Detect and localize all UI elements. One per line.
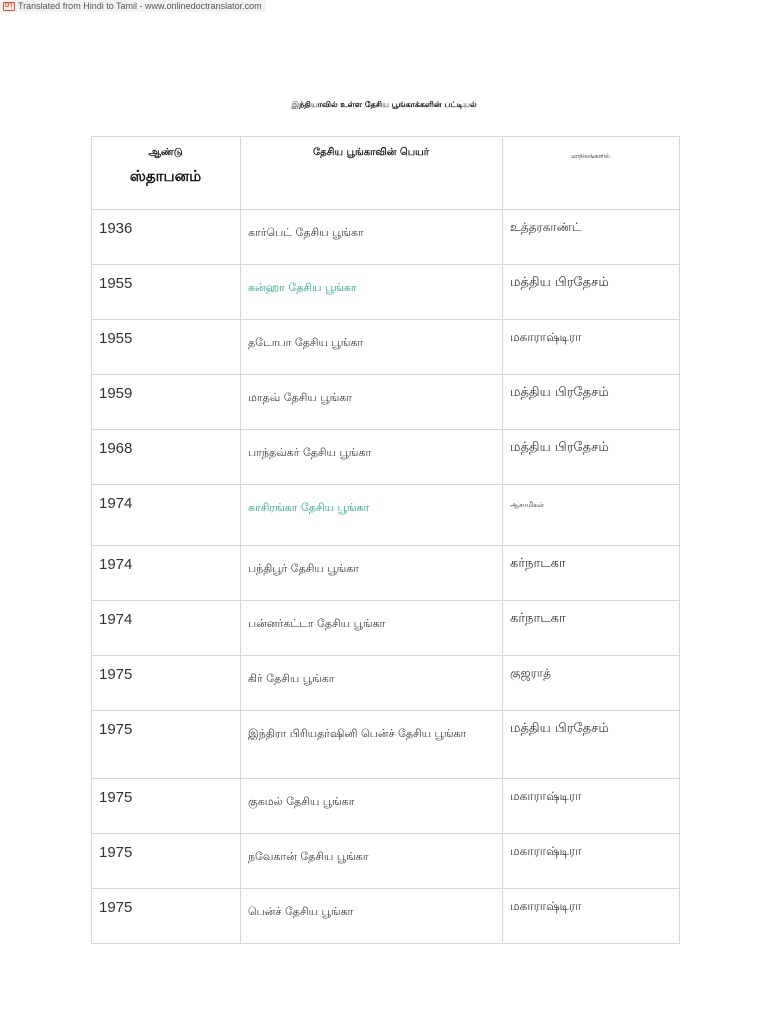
table-header-row xyxy=(92,137,680,210)
state-cell: கர்நாடகா xyxy=(503,546,680,601)
year-cell: 1974 xyxy=(92,601,241,656)
park-name-cell: பாந்தவ்கர் தேசிய பூங்கா xyxy=(241,430,503,485)
table-row xyxy=(92,711,680,779)
header-park-name: தேசிய பூங்காவின் பெயர் xyxy=(241,137,503,210)
document-translator-icon: DT xyxy=(5,2,13,9)
park-name-link[interactable]: கன்ஹா தேசிய பூங்கா xyxy=(241,265,503,320)
year-cell: 1975 xyxy=(92,656,241,711)
state-cell: ஆசாமிகள் xyxy=(503,485,680,546)
table-row xyxy=(92,375,680,430)
state-cell: குஜராத் xyxy=(503,656,680,711)
header-year-label: ஆண்டு xyxy=(148,147,183,158)
header-year-established xyxy=(92,137,241,210)
translation-banner[interactable] xyxy=(0,0,266,12)
table-row xyxy=(92,779,680,834)
table-row xyxy=(92,546,680,601)
park-name-cell: பன்னர்கட்டா தேசிய பூங்கா xyxy=(241,601,503,656)
park-name-cell: இந்திரா பிரியதர்ஷினி பென்ச் தேசிய பூங்கா xyxy=(241,711,503,779)
document-title: இந்தியாவில் உள்ள தேசிய பூங்காக்களின் பட்டியல் xyxy=(291,100,477,109)
park-name-cell: பென்ச் தேசிய பூங்கா xyxy=(241,889,503,944)
park-name-cell: கார்பெட் தேசிய பூங்கா xyxy=(241,210,503,265)
year-cell: 1955 xyxy=(92,265,241,320)
banner-text[interactable]: Translated from Hindi to Tamil - www.onlinedoctranslator.com xyxy=(18,1,262,11)
year-cell: 1974 xyxy=(92,485,241,546)
year-cell: 1959 xyxy=(92,375,241,430)
state-cell: மகாராஷ்டிரா xyxy=(503,889,680,944)
park-name-link[interactable]: காசிரங்கா தேசிய பூங்கா xyxy=(241,485,503,546)
park-name-cell: பந்திபூர் தேசிய பூங்கா xyxy=(241,546,503,601)
year-cell: 1936 xyxy=(92,210,241,265)
park-name-cell: கிர் தேசிய பூங்கா xyxy=(241,656,503,711)
park-name-cell: நவேகான் தேசிய பூங்கா xyxy=(241,834,503,889)
table-row xyxy=(92,485,680,546)
table-row xyxy=(92,601,680,656)
table-row xyxy=(92,430,680,485)
table-row xyxy=(92,834,680,889)
park-name-cell: குகமல் தேசிய பூங்கா xyxy=(241,779,503,834)
year-cell: 1968 xyxy=(92,430,241,485)
year-cell: 1955 xyxy=(92,320,241,375)
state-cell: மத்திய பிரதேசம் xyxy=(503,711,680,779)
state-cell: மகாராஷ்டிரா xyxy=(503,834,680,889)
park-name-cell: தடோபா தேசிய பூங்கா xyxy=(241,320,503,375)
state-cell: கர்நாடகா xyxy=(503,601,680,656)
national-parks-table xyxy=(91,136,680,944)
state-cell: மத்திய பிரதேசம் xyxy=(503,375,680,430)
year-cell: 1975 xyxy=(92,779,241,834)
table-row xyxy=(92,656,680,711)
state-cell: மத்திய பிரதேசம் xyxy=(503,430,680,485)
header-state: மாநிலங்களில் xyxy=(503,137,680,210)
state-cell: மகாராஷ்டிரா xyxy=(503,320,680,375)
table-row xyxy=(92,889,680,944)
state-cell: மகாராஷ்டிரா xyxy=(503,779,680,834)
table-row xyxy=(92,210,680,265)
year-cell: 1975 xyxy=(92,889,241,944)
park-name-cell: மாதவ் தேசிய பூங்கா xyxy=(241,375,503,430)
year-cell: 1975 xyxy=(92,834,241,889)
table-row xyxy=(92,320,680,375)
year-cell: 1974 xyxy=(92,546,241,601)
state-cell: மத்திய பிரதேசம் xyxy=(503,265,680,320)
year-cell: 1975 xyxy=(92,711,241,779)
header-establishment-label: ஸ்தாபனம் xyxy=(129,167,202,185)
state-cell: உத்தரகாண்ட் xyxy=(503,210,680,265)
table-row xyxy=(92,265,680,320)
